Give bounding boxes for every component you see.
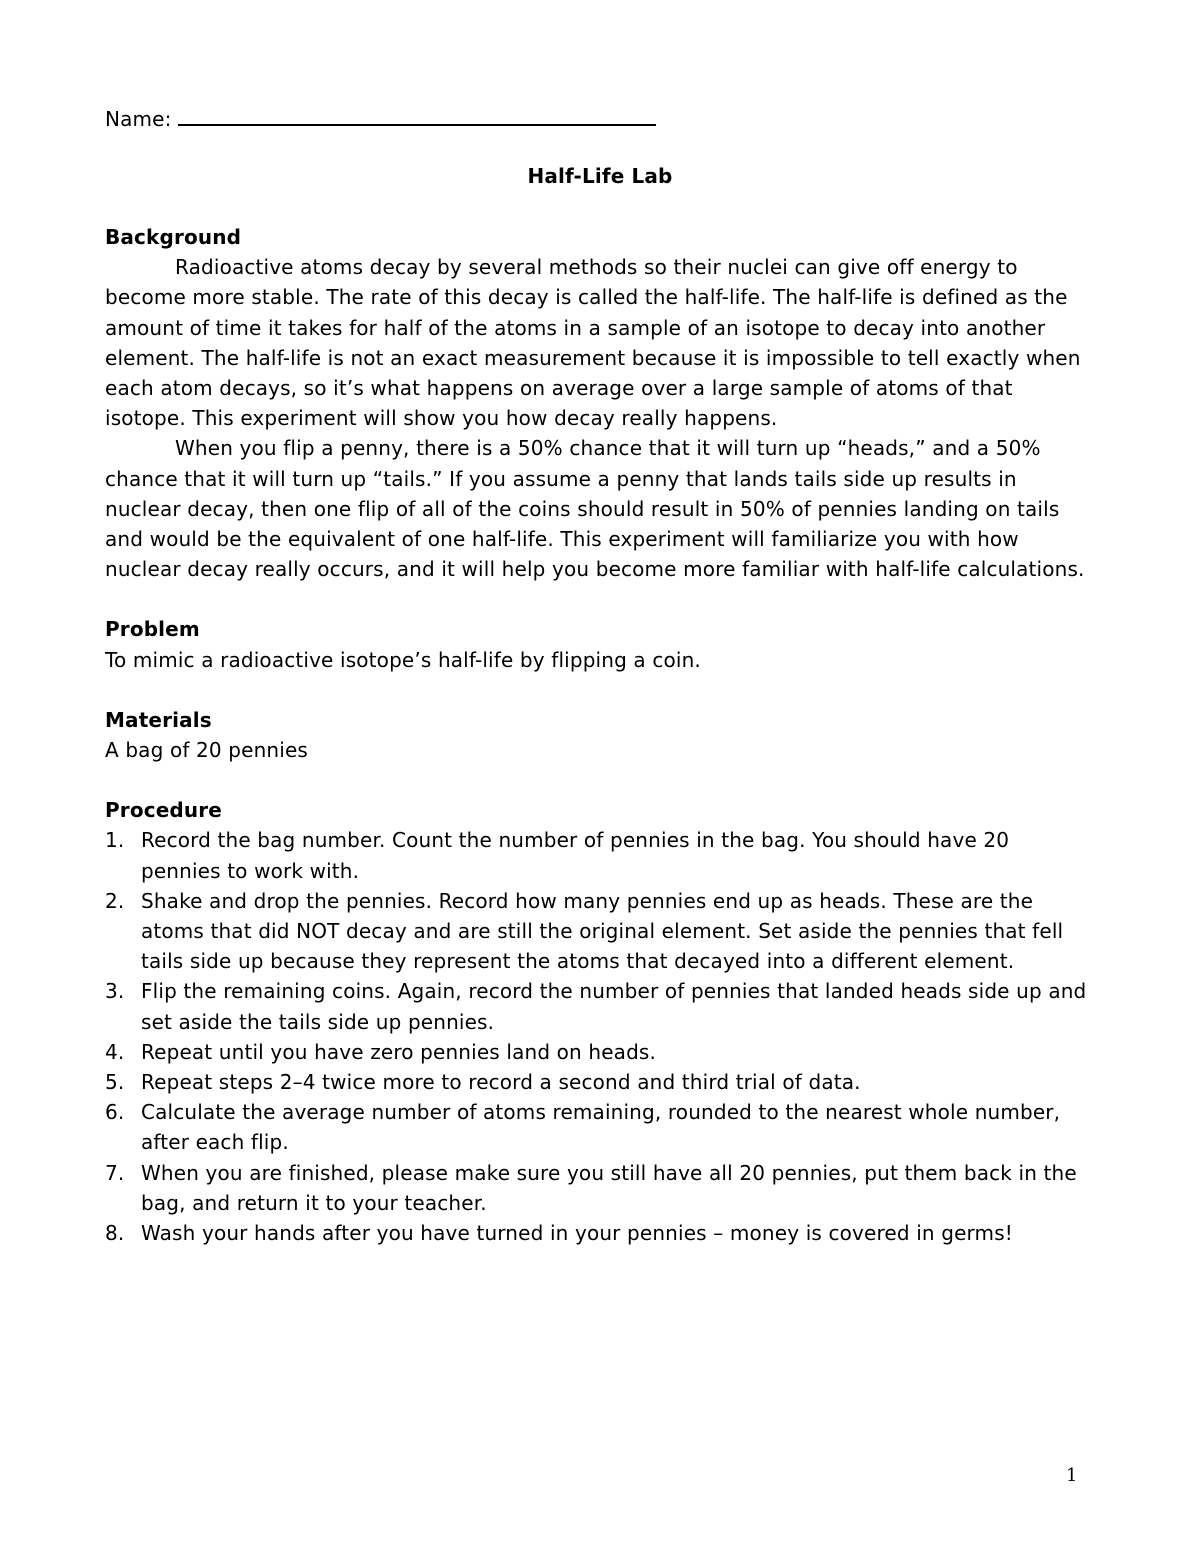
step-text: Repeat until you have zero pennies land on heads. bbox=[141, 1039, 656, 1064]
procedure-list bbox=[105, 825, 1095, 1248]
step-number: 4. bbox=[105, 1039, 125, 1064]
step-text: Wash your hands after you have turned in your pennies – money is covered in germs! bbox=[141, 1221, 1013, 1246]
background-paragraph: When you flip a penny, there is a 50% chance that it will turn up “heads,” and a 50% chance that it will turn up “tails.” If you assume a penny that lands tails side up results in nuclear decay, then one flip of all of the coins should result in 50% of pennies landing on tails and would be the equivalent of one half-life. This experiment will familiarize you with how nuclear decay really occurs, and it will help you become more familiar with half-life calculations. bbox=[105, 436, 1085, 582]
step-number: 8. bbox=[105, 1221, 125, 1246]
document-body bbox=[105, 104, 1095, 1248]
page-number: 1 bbox=[1066, 1465, 1078, 1486]
procedure-step bbox=[105, 1097, 1095, 1157]
step-text: Calculate the average number of atoms remaining, rounded to the nearest whole number, after each flip. bbox=[141, 1100, 1061, 1155]
name-label: Name: bbox=[105, 107, 172, 131]
procedure-step bbox=[105, 825, 1095, 885]
step-text: Record the bag number. Count the number of pennies in the bag. You should have 20 pennies to work with. bbox=[141, 828, 1010, 883]
procedure-heading: Procedure bbox=[105, 798, 223, 823]
problem-heading: Problem bbox=[105, 617, 200, 642]
procedure-step bbox=[105, 1067, 1095, 1097]
step-text: When you are finished, please make sure you still have all 20 pennies, put them back in the bag, and return it to your teacher. bbox=[141, 1160, 1077, 1215]
materials-text: A bag of 20 pennies bbox=[105, 738, 308, 763]
step-number: 5. bbox=[105, 1070, 125, 1095]
background-heading: Background bbox=[105, 225, 242, 249]
procedure-step bbox=[105, 886, 1095, 977]
materials-section bbox=[105, 705, 1095, 765]
step-number: 7. bbox=[105, 1160, 125, 1185]
page-title: Half-Life Lab bbox=[527, 164, 673, 188]
name-blank-line bbox=[178, 105, 656, 126]
step-text: Repeat steps 2–4 twice more to record a second and third trial of data. bbox=[141, 1070, 861, 1095]
step-number: 6. bbox=[105, 1100, 125, 1125]
procedure-step bbox=[105, 1037, 1095, 1067]
procedure-step bbox=[105, 1218, 1095, 1248]
background-section bbox=[105, 222, 1095, 584]
step-number: 3. bbox=[105, 979, 125, 1004]
materials-heading: Materials bbox=[105, 707, 212, 732]
procedure-step bbox=[105, 1158, 1095, 1218]
step-text: Flip the remaining coins. Again, record the number of pennies that landed heads side up and set aside the tails side up pennies. bbox=[141, 979, 1087, 1034]
name-row bbox=[105, 104, 1095, 134]
procedure-step bbox=[105, 976, 1095, 1036]
step-text: Shake and drop the pennies. Record how many pennies end up as heads. These are the atoms that did NOT decay and are still the original element. Set aside the pennies that fell tails side up because they represent the atoms that decayed into a different element. bbox=[141, 888, 1064, 974]
procedure-section bbox=[105, 795, 1095, 1248]
problem-section bbox=[105, 614, 1095, 674]
background-paragraph: Radioactive atoms decay by several methods so their nuclei can give off energy to become more stable. The rate of this decay is called the half-life. The half-life is defined as the amount of time it takes for half of the atoms in a sample of an isotope to decay into another element. The half-life is not an exact measurement because it is impossible to tell exactly when each atom decays, so it’s what happens on average over a large sample of atoms of that isotope. This experiment will show you how decay really happens. bbox=[105, 255, 1081, 431]
problem-text: To mimic a radioactive isotope’s half-life by flipping a coin. bbox=[105, 647, 701, 672]
step-number: 1. bbox=[105, 828, 125, 853]
step-number: 2. bbox=[105, 888, 125, 913]
